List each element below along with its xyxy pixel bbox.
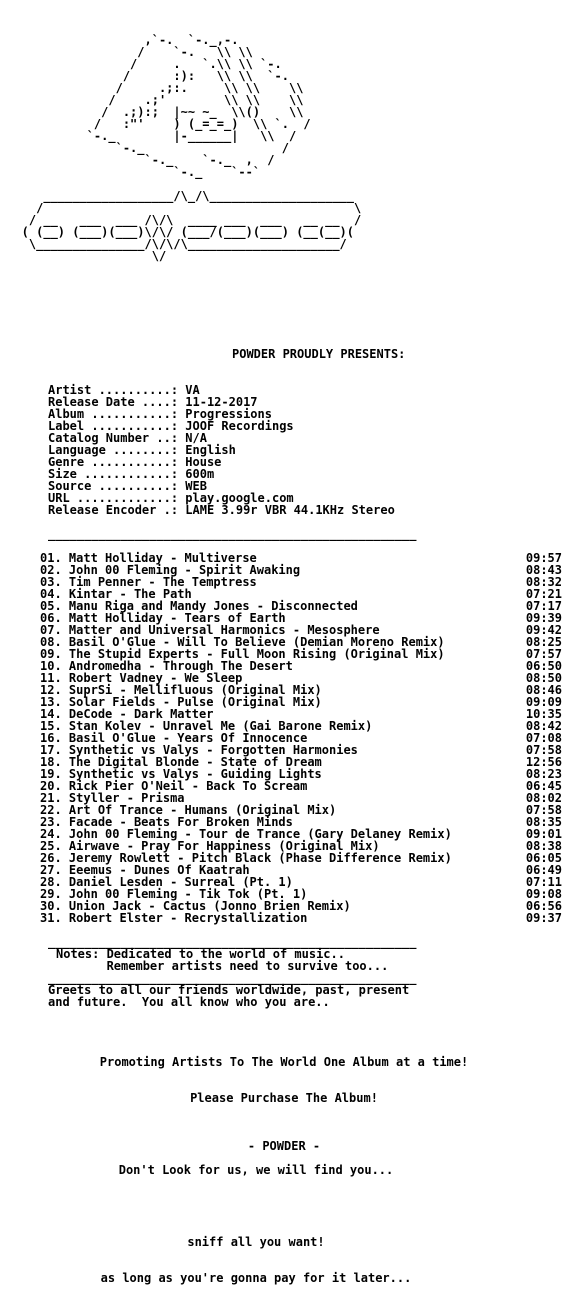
track-title: Facade - Beats For Broken Minds <box>68 815 293 829</box>
track-title: Rick Pier O'Neil - Back To Scream <box>68 779 308 793</box>
track-title: Eeemus - Dunes Of Kaatrah <box>68 863 250 877</box>
track-number: 22. <box>40 803 62 817</box>
track-duration: 09:08 <box>525 887 562 901</box>
track-number: 23. <box>40 815 62 829</box>
track-number: 10. <box>40 659 62 673</box>
track-duration: 08:43 <box>525 563 562 577</box>
track-number: 17. <box>40 743 62 757</box>
track-number: 15. <box>40 719 62 733</box>
track-duration: 06:50 <box>525 659 562 673</box>
track-duration: 09:57 <box>525 551 562 565</box>
info-value: 600m <box>185 467 215 481</box>
track-title: SuprSi - Mellifluous (Original Mix) <box>68 683 322 697</box>
info-row <box>48 504 395 516</box>
info-label: Release Date ....: <box>48 395 186 409</box>
track-title: Art Of Trance - Humans (Original Mix) <box>68 803 337 817</box>
track-number: 19. <box>40 767 62 781</box>
track-number: 26. <box>40 851 62 865</box>
track-title: Solar Fields - Pulse (Original Mix) <box>68 695 322 709</box>
track-duration: 08:50 <box>525 671 562 685</box>
track-duration: 08:38 <box>525 839 562 853</box>
track-title: Airwave - Pray For Happiness (Original Mix) <box>68 839 380 853</box>
track-title: Synthetic vs Valys - Forgotten Harmonies <box>68 743 358 757</box>
track-number: 18. <box>40 755 62 769</box>
track-title: Stan Kolev - Unravel Me (Gai Barone Remix) <box>68 719 373 733</box>
track-title: Matt Holliday - Tears of Earth <box>68 611 286 625</box>
track-duration: 08:46 <box>525 683 562 697</box>
separator-notes-bottom: ___________________________________________________ <box>48 971 417 985</box>
track-number: 04. <box>40 587 62 601</box>
track-number: 02. <box>40 563 62 577</box>
track-number: 12. <box>40 683 62 697</box>
track-title: The Digital Blonde - State of Dream <box>68 755 322 769</box>
track-duration: 08:25 <box>525 635 562 649</box>
promo-line: Promoting Artists To The World One Album at a time! <box>99 1055 469 1069</box>
track-duration: 08:32 <box>525 575 562 589</box>
track-duration: 08:23 <box>525 767 562 781</box>
track-number: 07. <box>40 623 62 637</box>
track-title: Jeremy Rowlett - Pitch Black (Phase Difference Remix) <box>68 851 452 865</box>
track-duration: 08:35 <box>525 815 562 829</box>
info-value: VA <box>185 383 200 397</box>
track-title: Synthetic vs Valys - Guiding Lights <box>68 767 322 781</box>
info-value: 11-12-2017 <box>185 395 258 409</box>
track-number: 01. <box>40 551 62 565</box>
info-label: Source ..........: <box>48 479 186 493</box>
track-duration: 09:37 <box>525 911 562 925</box>
track-duration: 08:02 <box>525 791 562 805</box>
info-value: play.google.com <box>185 491 294 505</box>
track-number: 06. <box>40 611 62 625</box>
track-number: 28. <box>40 875 62 889</box>
info-label: Release Encoder .: <box>48 503 186 517</box>
promo-block <box>0 1032 568 1296</box>
track-title: John 00 Fleming - Spirit Awaking <box>68 563 301 577</box>
tracklist <box>40 552 562 924</box>
info-label: Artist ..........: <box>48 383 186 397</box>
track-duration: 07:11 <box>525 875 562 889</box>
track-number: 16. <box>40 731 62 745</box>
track-duration: 09:01 <box>525 827 562 841</box>
info-label: Catalog Number ..: <box>48 431 186 445</box>
track-number: 09. <box>40 647 62 661</box>
track-number: 21. <box>40 791 62 805</box>
greets-text: Greets to all our friends worldwide, past, present and future. You all know who you are.. <box>48 983 410 1009</box>
info-value: JOOF Recordings <box>185 419 294 433</box>
track-title: Union Jack - Cactus (Jonno Brien Remix) <box>68 899 351 913</box>
track-title: Tim Penner - The Temptress <box>68 575 257 589</box>
promo-line: as long as you're gonna pay for it later... <box>100 1271 412 1285</box>
promo-line: sniff all you want! <box>187 1235 325 1249</box>
track-title: Matt Holliday - Multiverse <box>68 551 257 565</box>
track-title: Basil O'Glue - Years Of Innocence <box>68 731 308 745</box>
release-info <box>48 384 395 516</box>
track-number: 03. <box>40 575 62 589</box>
track-title: DeCode - Dark Matter <box>68 707 214 721</box>
track-duration: 07:58 <box>525 803 562 817</box>
info-value: LAME 3.99r VBR 44.1KHz Stereo <box>185 503 395 517</box>
track-duration: 12:56 <box>525 755 562 769</box>
track-duration: 09:39 <box>525 611 562 625</box>
track-duration: 08:42 <box>525 719 562 733</box>
track-duration: 09:42 <box>525 623 562 637</box>
track-duration: 10:35 <box>525 707 562 721</box>
track-number: 20. <box>40 779 62 793</box>
track-title: Matter and Universal Harmonics - Mesosphere <box>68 623 380 637</box>
track-number: 13. <box>40 695 62 709</box>
track-duration: 06:05 <box>525 851 562 865</box>
promo-line: Please Purchase The Album! <box>190 1091 378 1105</box>
track-duration: 07:21 <box>525 587 562 601</box>
track-title: Daniel Lesden - Surreal (Pt. 1) <box>68 875 293 889</box>
presents-heading: POWDER PROUDLY PRESENTS: <box>232 347 406 361</box>
track-title: Manu Riga and Mandy Jones - Disconnected <box>68 599 358 613</box>
info-label: Size ............: <box>48 467 186 481</box>
separator-notes-top: ___________________________________________________ <box>48 935 417 949</box>
track-title: Andromedha - Through The Desert <box>68 659 293 673</box>
info-value: WEB <box>185 479 207 493</box>
info-label: Album ...........: <box>48 407 186 421</box>
promo-line: Don't Look for us, we will find you... <box>118 1163 394 1177</box>
notes-text: Notes: Dedicated to the world of music.. Remember artists need to survive too... <box>56 947 389 973</box>
info-label: Genre ...........: <box>48 455 186 469</box>
track-duration: 07:17 <box>525 599 562 613</box>
track-number: 25. <box>40 839 62 853</box>
track-title: John 00 Fleming - Tour de Trance (Gary Delaney Remix) <box>68 827 452 841</box>
track-number: 11. <box>40 671 62 685</box>
separator-top: ___________________________________________________ <box>48 527 417 541</box>
track-duration: 07:58 <box>525 743 562 757</box>
track-title: Robert Vadney - We Sleep <box>68 671 243 685</box>
info-value: English <box>185 443 236 457</box>
track-number: 24. <box>40 827 62 841</box>
track-number: 31. <box>40 911 62 925</box>
track-row <box>40 912 562 924</box>
info-label: Label ...........: <box>48 419 186 433</box>
track-duration: 09:09 <box>525 695 562 709</box>
track-duration: 07:57 <box>525 647 562 661</box>
track-title: Kintar - The Path <box>68 587 192 601</box>
info-value: N/A <box>185 431 207 445</box>
track-number: 29. <box>40 887 62 901</box>
powder-ascii-logo: ,`-. `-._,-. / `-. \\ \\ / . `.\\ \\ `-. / :): \\ \\ `-. / .;:. \\ \\ \\ / .;' \\ \\ \\ / .;):; |~~ ~_ \\() \\ / :"' ) (_=_=_) \\ `. / `-._ |-______| \\ / `-._ / `-._ `-._ , / `-._ `--` __________________/\_/\____________________ / \ / __ ___ ___ /\/\ ____ ___ ___ __ __ / ( (__) (___)(___)\/\/ (___/(___)(___) (__(__)( \_______________/\/\/\_____________________/ \/ <box>21 33 362 263</box>
info-label: URL .............: <box>48 491 186 505</box>
track-number: 08. <box>40 635 62 649</box>
track-number: 14. <box>40 707 62 721</box>
track-title: John 00 Fleming - Tik Tok (Pt. 1) <box>68 887 308 901</box>
track-duration: 06:56 <box>525 899 562 913</box>
track-duration: 07:08 <box>525 731 562 745</box>
track-title: Basil O'Glue - Will To Believe (Demian Moreno Remix) <box>68 635 445 649</box>
track-number: 05. <box>40 599 62 613</box>
track-title: The Stupid Experts - Full Moon Rising (Original Mix) <box>68 647 445 661</box>
track-duration: 06:45 <box>525 779 562 793</box>
footer-signature: - POWDER - <box>247 1139 321 1153</box>
track-duration: 06:49 <box>525 863 562 877</box>
info-value: House <box>185 455 222 469</box>
track-title: Styller - Prisma <box>68 791 185 805</box>
info-label: Language ........: <box>48 443 186 457</box>
track-number: 30. <box>40 899 62 913</box>
track-number: 27. <box>40 863 62 877</box>
track-title: Robert Elster - Recrystallization <box>68 911 308 925</box>
info-value: Progressions <box>185 407 272 421</box>
